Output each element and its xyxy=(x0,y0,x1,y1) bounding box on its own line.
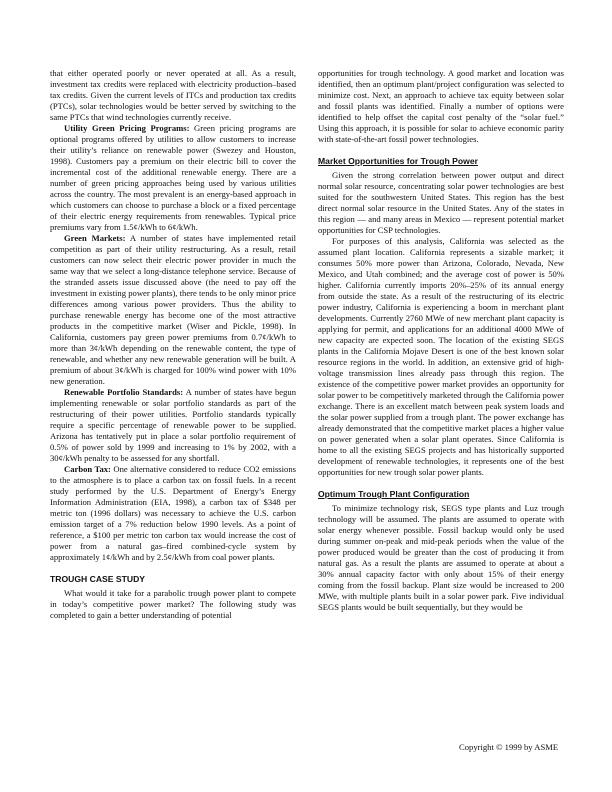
paragraph-green-pricing xyxy=(50,123,296,233)
paragraph-green-markets xyxy=(50,233,296,387)
left-column xyxy=(50,68,296,621)
section-heading-market-opportunities: Market Opportunities for Trough Power xyxy=(318,156,478,166)
section-heading-trough-case-study: TROUGH CASE STUDY xyxy=(50,574,146,584)
run-in-heading: Renewable Portfolio Standards: xyxy=(64,387,184,397)
paragraph-portfolio-standards xyxy=(50,387,296,464)
paragraph-body: One alternative considered to reduce CO2 emissions to the atmosphere is to place a carbon tax on fossil fuels. In a recent study performed by the U.S. Department of Energy’s Energy Information Administration (EIA, 1998), a carbon tax of $348 per metric ton (1996 dollars) was necessary to achieve the U.S. carbon emission target of a 7% reduction below 1990 levels. As a point of reference, a $100 per metric ton carbon tax would increase the cost of power from a natural gas–fired combined-cycle system by approximately 1¢/kWh and by 2.5¢/kWh from coal power plants. xyxy=(50,464,296,562)
paragraph-body: Green pricing programs are optional programs offered by utilities to allow customers to increase their utility’s reliance on renewable power (Swezey and Houston, 1998). Customers pay a premium on their electric bill to cover the incremental cost of the additional renewable energy. There are a number of green pricing approaches being used by various utilities across the country. The most prevalent is an energy-based approach in which customers can choose to purchase a block or a fixed percentage of their electric energy requirements from renewables. Typical price premiums vary from 1.5¢/kWh to 6¢/kWh. xyxy=(50,123,296,232)
run-in-heading: Carbon Tax: xyxy=(64,464,111,474)
paragraph: that either operated poorly or never operated at all. As a result, investment tax credits were replaced with electricity production–based tax credits. Given the current levels of ITCs and production tax credits (PTCs), solar technologies would be better served by switching to the same PTCs that wind technologies currently receive. xyxy=(50,68,296,122)
paragraph-carbon-tax xyxy=(50,464,296,563)
paragraph: opportunities for trough technology. A good market and location was identified, then an optimum plant/project configuration was selected to minimize cost. Next, an approach to achieve tax equity between solar and fossil plants was identified. Finally a number of options were identified to help offset the capital cost penalty of the “solar fuel.” Using this approach, it is possible for solar to achieve economic parity with state-of-the-art fossil power technologies. xyxy=(318,68,564,144)
paragraph: For purposes of this analysis, California was selected as the assumed plant location. California represents a sizable market; it consumes 50% more power than Arizona, Colorado, Nevada, New Mexico, and Utah combined; and the average cost of power is 50% higher. California currently imports 20%–25% of its annual energy from outside the state. As a result of the restructuring of its electric power industry, California is experiencing a boom in merchant plant developments. Currently 2760 MWe of new merchant plant capacity is applying for permit, and applications for an additional 4000 MWe of new capacity are expected soon. The location of the existing SEGS plants in the California Mojave Desert is one of the best known solar resource regions in the world. In addition, an extensive grid of high-voltage transmission lines already pass through this region. The existence of the competitive power market provides an opportunity for solar power to be competitively marketed through the California power exchange. There is an excellent match between peak system loads and the solar power supplied from a trough plant. The power exchange has already demonstrated that the competitive market places a higher value on power generated when a solar plant operates. Since California is home to all the existing SEGS projects and has historically supported development of renewable technologies, it represents one of the best opportunities for new trough solar power plants. xyxy=(318,236,564,477)
copyright-footer: Copyright © 1999 by ASME xyxy=(459,742,559,752)
paragraph: To minimize technology risk, SEGS type plants and Luz trough technology will be assumed. The plants are assumed to operate with solar energy whenever possible. Fossil backup would only be used during summer on-peak and mid-peak periods when the value of the power produced would be greater than the cost of producing it from natural gas. As a result the plants are assumed to operate at about a 30% annual capacity factor with only about 15% of their energy coming from the fossil backup. Plant size would be increased to 200 MWe, with multiple plants built in a solar power park. Five individual SEGS plants would be built sequentially, but they would be xyxy=(318,503,564,612)
paragraph: Given the strong correlation between power output and direct normal solar resource, concentrating solar power technologies are best suited for the southwestern United States. This region has the best direct normal solar resource in the United States. Any of the states in this region — and many areas in Mexico — represent potential market opportunities for CSP technologies. xyxy=(318,170,564,235)
paragraph-body: A number of states have implemented retail competition as part of their utility restructuring. As a result, retail customers can now select their electric power provider in much the same way that we select a long-distance telephone service. Because of the stranded assets issue discussed above (the need to pay off the investment in existing power plants), there tends to be only minor price differences among various power providers. Thus the ability to purchase renewable energy has become one of the most attractive products in the competitive market (Wiser and Pickle, 1998). In California, customers pay green power premiums from 0.7¢/kWh to more than 3¢/kWh depending on the renewable content, the type of renewable, and whether any new renewable generation will be built. A premium of about 3¢/kWh is charged for 100% wind power with 10% new generation. xyxy=(50,233,296,386)
paragraph-body: A number of states have begun implementing renewable or solar portfolio standards as part of the restructuring of their power utilities. Portfolio standards typically require a specific percentage of renewable power to be supplied. Arizona has tentatively put in place a solar portfolio requirement of 0.5% of power sold by 1999 and increasing to 1% by 2002, with a 30¢/kWh penalty to be assessed for any shortfall. xyxy=(50,387,297,463)
right-column xyxy=(318,68,564,613)
paragraph: What would it take for a parabolic trough power plant to compete in today’s competitive power market? The following study was completed to gain a better understanding of potential xyxy=(50,588,296,620)
run-in-heading: Utility Green Pricing Programs: xyxy=(64,123,190,133)
section-heading-optimum-plant: Optimum Trough Plant Configuration xyxy=(318,489,470,499)
run-in-heading: Green Markets: xyxy=(64,233,126,243)
